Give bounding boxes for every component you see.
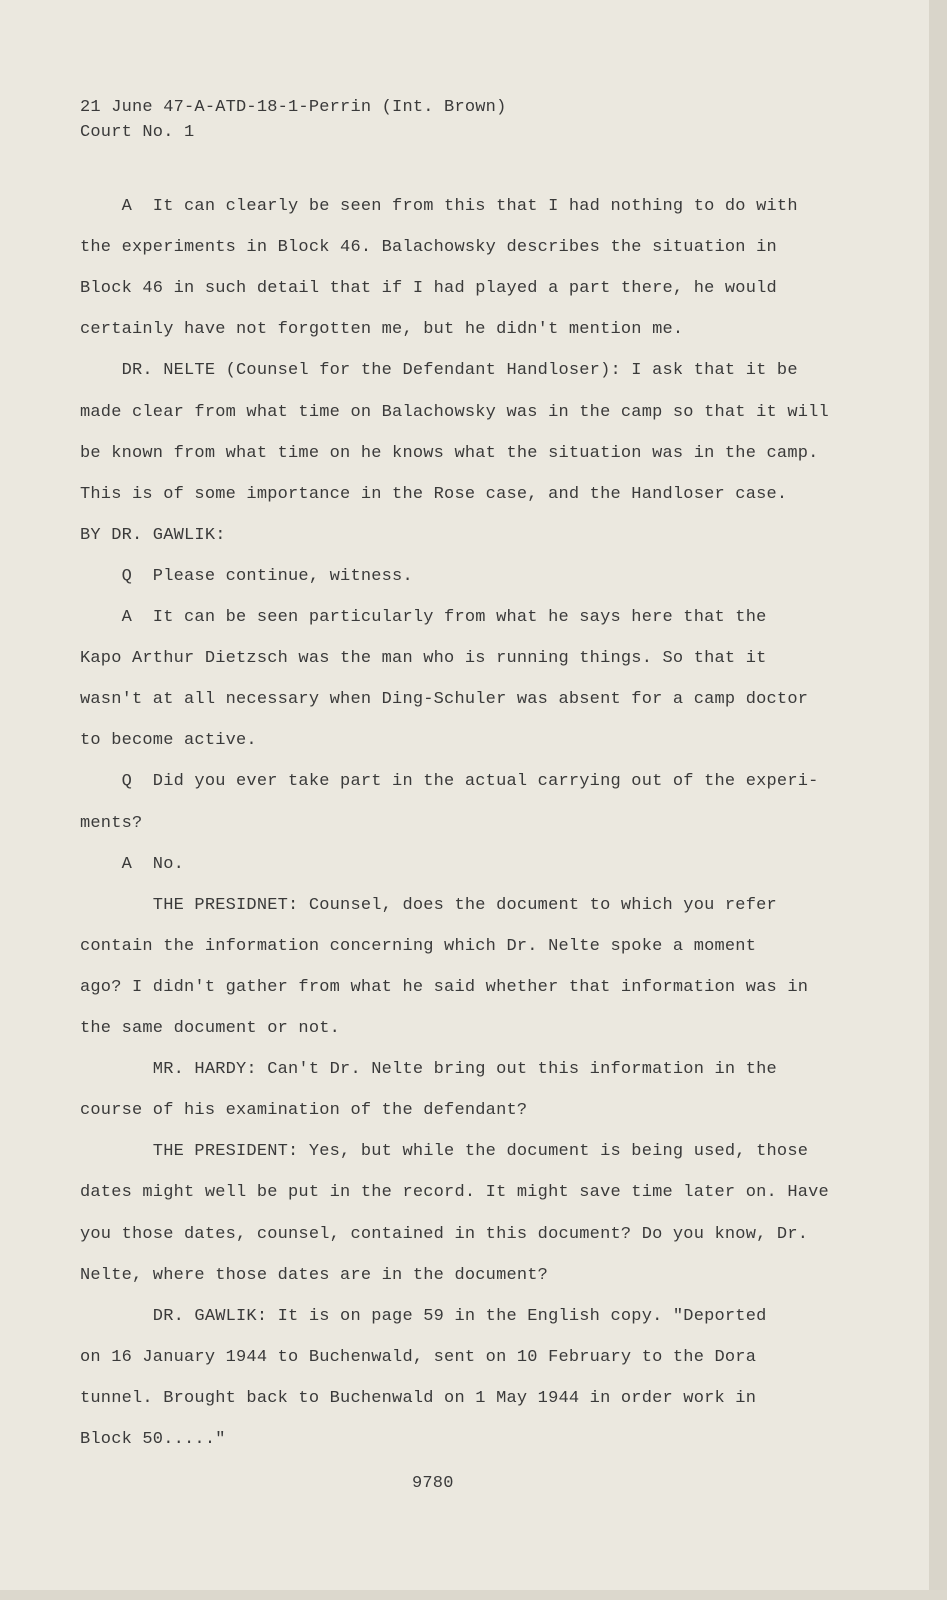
transcript-line: be known from what time on he knows what the situation was in the camp. [80,443,819,463]
transcript-line: DR. NELTE (Counsel for the Defendant Handloser): I ask that it be [80,361,798,381]
document-header [80,95,506,145]
transcript-line: contain the information concerning which Dr. Nelte spoke a moment [80,936,757,956]
transcript-line: wasn't at all necessary when Ding-Schuler was absent for a camp doctor [80,690,809,710]
transcript-line: the same document or not. [80,1019,341,1038]
transcript-line: ago? I didn't gather from what he said whether that information was in [80,977,809,997]
transcript-line: ments? [80,813,143,833]
header-line-1: 21 June 47-A-ATD-18-1-Perrin (Int. Brown) [80,98,507,117]
page-edge-shadow [929,0,947,1600]
page-number: 9780 [412,1474,454,1493]
transcript-line: A It can clearly be seen from this that I had nothing to do with [80,197,798,216]
transcript-line: DR. GAWLIK: It is on page 59 in the English copy. "Deported [80,1306,767,1326]
transcript-line: Block 46 in such detail that if I had played a part there, he would [80,279,777,299]
transcript-line: tunnel. Brought back to Buchenwald on 1 May 1944 in order work in [80,1388,757,1408]
transcript-line: Q Did you ever take part in the actual carrying out of the experi- [80,772,819,792]
transcript-line: This is of some importance in the Rose case, and the Handloser case. [80,484,788,504]
transcript-line: BY DR. GAWLIK: [80,525,226,545]
transcript-line: Kapo Arthur Dietzsch was the man who is running things. So that it [80,649,767,669]
transcript-line: A It can be seen particularly from what he says here that the [80,608,767,627]
transcript-line: certainly have not forgotten me, but he didn't mention me. [80,320,684,340]
transcript-line: made clear from what time on Balachowsky was in the camp so that it will [80,402,829,422]
transcript-line: Block 50....." [80,1430,226,1449]
transcript-line: THE PRESIDNET: Counsel, does the document to which you refer [80,895,777,915]
transcript-line: the experiments in Block 46. Balachowsky describes the situation in [80,238,777,258]
transcript-line: course of his examination of the defendant? [80,1101,528,1121]
transcript-line: to become active. [80,731,257,751]
transcript-line: A No. [80,854,185,874]
transcript-line: on 16 January 1944 to Buchenwald, sent on 10 February to the Dora [80,1347,757,1367]
transcript-line: Nelte, where those dates are in the document? [80,1265,549,1285]
transcript-line: dates might well be put in the record. It might save time later on. Have [80,1183,829,1203]
transcript-line: THE PRESIDENT: Yes, but while the document is being used, those [80,1142,809,1162]
transcript-line: you those dates, counsel, contained in this document? Do you know, Dr. [80,1224,809,1244]
page-bottom-edge [0,1590,947,1600]
header-line-2: Court No. 1 [80,123,195,142]
transcript-line: Q Please continue, witness. [80,566,413,586]
transcript-line: MR. HARDY: Can't Dr. Nelte bring out this information in the [80,1060,777,1080]
